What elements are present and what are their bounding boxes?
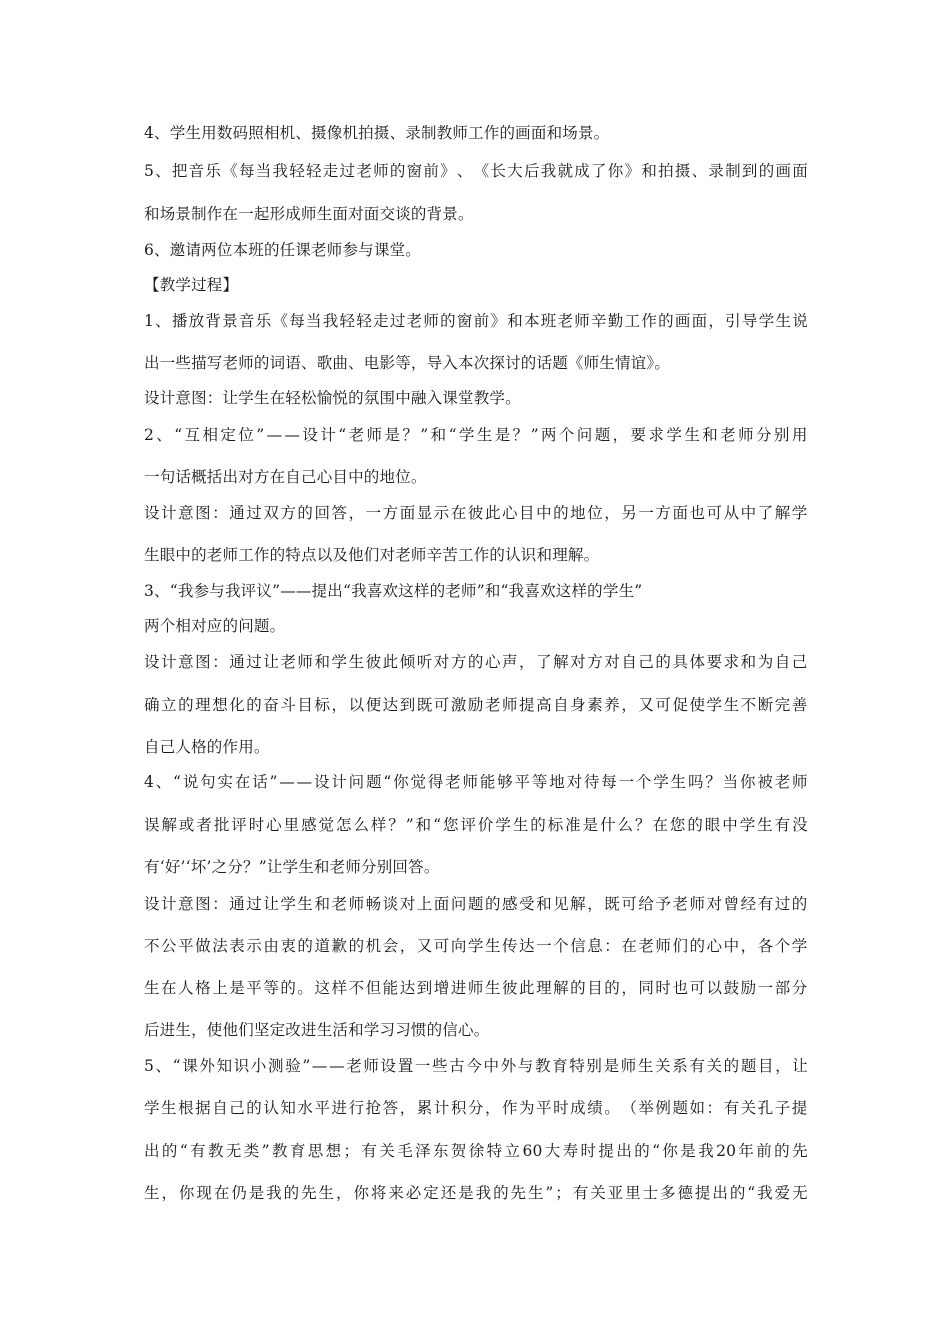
text-line: 生 ， 你 现 在 仍 是 我 的 先 生 ， 你 将 来 必 定 还 是 我 的 先 生 ” ； 有 关 亚 里 士 多 德 提 出 的 “ 我 爱 无 bbox=[144, 1184, 808, 1202]
text-line: 自己人格的作用。 bbox=[144, 738, 270, 756]
text-line: 和场景制作在一起形成师生面对面交谈的背景。 bbox=[144, 205, 474, 223]
text-line: 设 计 意 图 ： 通 过 让 老 师 和 学 生 彼 此 倾 听 对 方 的 心 声 ， 了 解 对 方 对 自 己 的 具 体 要 求 和 为 自 己 bbox=[144, 653, 808, 671]
text-line: 后进生，使他们坚定改进生活和学习习惯的信心。 bbox=[144, 1021, 490, 1039]
text-line: 一句话概括出对方在自己心目中的地位。 bbox=[144, 468, 427, 486]
text-line: 2 、 “ 互 相 定 位 ” — — 设 计 “ 老 师 是 ？ ” 和 “ 学 生 是 ？ ” 两 个 问 题 ， 要 求 学 生 和 老 师 分 别 用 bbox=[144, 426, 808, 444]
text-line: 出 的 “ 有 教 无 类 ” 教 育 思 想 ； 有 关 毛 泽 东 贺 徐 特 立 60 大 寿 时 提 出 的 “ 你 是 我 20 年 前 的 先 bbox=[144, 1142, 808, 1160]
text-line: 误 解 或 者 批 评 时 心 里 感 觉 怎 么 样 ？ ” 和 “ 您 评 价 学 生 的 标 准 是 什 么 ？ 在 您 的 眼 中 学 生 有 没 bbox=[144, 816, 808, 834]
text-line: 两个相对应的问题。 bbox=[144, 617, 286, 635]
text-line: 4、学生用数码照相机、摄像机拍摄、录制教师工作的画面和场景。 bbox=[144, 124, 610, 142]
text-line: 确 立 的 理 想 化 的 奋 斗 目 标 ， 以 便 达 到 既 可 激 励 老 师 提 高 自 身 素 养 ， 又 可 促 使 学 生 不 断 完 善 bbox=[144, 696, 808, 714]
text-line: 6、邀请两位本班的任课老师参与课堂。 bbox=[144, 241, 421, 259]
text-line: 生眼中的老师工作的特点以及他们对老师辛苦工作的认识和理解。 bbox=[144, 546, 600, 564]
text-line: 5 、 把 音 乐 《 每 当 我 轻 轻 走 过 老 师 的 窗 前 》 、 《 长 大 后 我 就 成 了 你 》 和 拍 摄 、 录 制 到 的 画 面 bbox=[144, 162, 808, 180]
text-line: 设计意图：让学生在轻松愉悦的氛围中融入课堂教学。 bbox=[144, 389, 521, 407]
text-line: 生 在 人 格 上 是 平 等 的 。 这 样 不 但 能 达 到 增 进 师 生 彼 此 理 解 的 目 的 ， 同 时 也 可 以 鼓 励 一 部 分 bbox=[144, 979, 808, 997]
text-line: 设 计 意 图 ： 通 过 双 方 的 回 答 ， 一 方 面 显 示 在 彼 此 心 目 中 的 地 位 ， 另 一 方 面 也 可 从 中 了 解 学 bbox=[144, 504, 808, 522]
text-line: 有‘好’‘坏’之分？”让学生和老师分别回答。 bbox=[144, 858, 440, 876]
section-heading: 【教学过程】 bbox=[144, 276, 239, 294]
text-line: 不 公 平 做 法 表 示 由 衷 的 道 歉 的 机 会 ， 又 可 向 学 生 传 达 一 个 信 息 ： 在 老 师 们 的 心 中 ， 各 个 学 bbox=[144, 937, 808, 955]
text-line: 设 计 意 图 ： 通 过 让 学 生 和 老 师 畅 谈 对 上 面 问 题 的 感 受 和 见 解 ， 既 可 给 予 老 师 对 曾 经 有 过 的 bbox=[144, 895, 808, 913]
text-line: 学 生 根 据 自 己 的 认 知 水 平 进 行 抢 答 ， 累 计 积 分 ， 作 为 平 时 成 绩 。 （ 举 例 题 如 ： 有 关 孔 子 提 bbox=[144, 1099, 808, 1117]
text-line: 5 、 “ 课 外 知 识 小 测 验 ” — — 老 师 设 置 一 些 古 今 中 外 与 教 育 特 别 是 师 生 关 系 有 关 的 题 目 ， 让 bbox=[144, 1057, 808, 1075]
text-line: 1 、 播 放 背 景 音 乐 《 每 当 我 轻 轻 走 过 老 师 的 窗 前 》 和 本 班 老 师 辛 勤 工 作 的 画 面 ， 引 导 学 生 说 bbox=[144, 312, 808, 330]
text-line: 3、“我参与我评议”——提出“我喜欢这样的老师”和“我喜欢这样的学生” bbox=[144, 582, 643, 600]
text-line: 出一些描写老师的词语、歌曲、电影等，导入本次探讨的话题《师生情谊》。 bbox=[144, 354, 671, 372]
text-line: 4 、 “ 说 句 实 在 话 ” — — 设 计 问 题 “ 你 觉 得 老 师 能 够 平 等 地 对 待 每 一 个 学 生 吗 ？ 当 你 被 老 师 bbox=[144, 773, 808, 791]
